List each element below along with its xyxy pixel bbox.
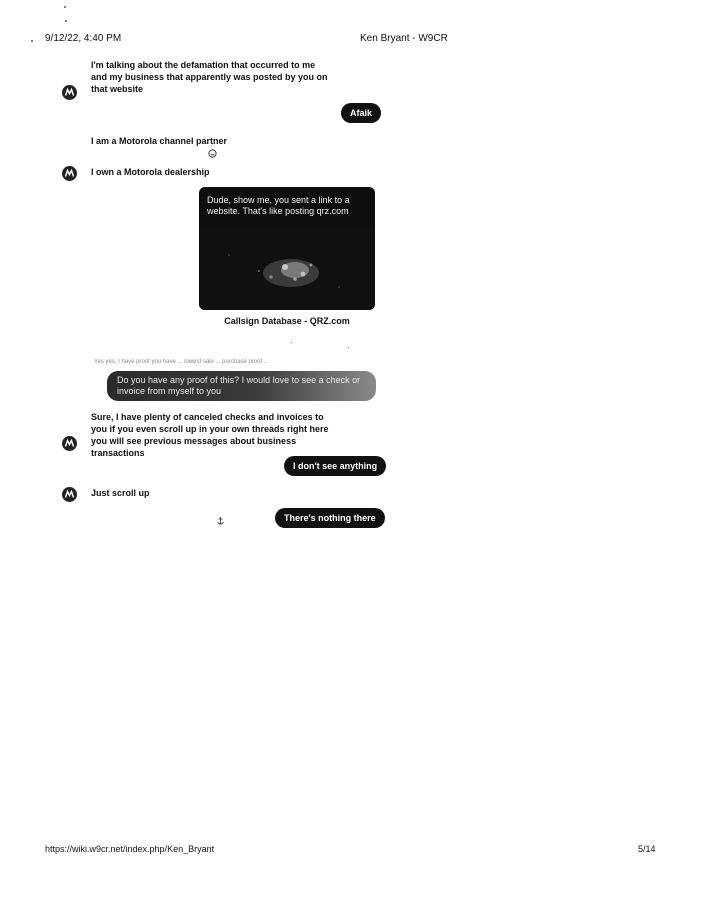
smiley-reaction-icon — [208, 145, 217, 154]
quoted-reply-bubble: Do you have any proof of this? I would love to see a check or invoice from myself to you — [107, 371, 376, 401]
motorola-logo-icon[interactable] — [62, 85, 77, 100]
incoming-message: Just scroll up — [91, 488, 150, 498]
reply-reference-text: Yes yes, I have proof you have ... lowest sale ... purchase proof ... — [94, 359, 269, 365]
incoming-message: I am a Motorola channel partner — [91, 136, 228, 146]
incoming-message: I'm talking about the defamation that occurred to me and my business that apparently was posted by you on that website — [91, 60, 328, 94]
motorola-logo-icon[interactable] — [62, 487, 77, 502]
print-datetime: 9/12/22, 4:40 PM — [45, 33, 122, 44]
scan-speck — [65, 20, 67, 22]
anchor-icon — [216, 513, 225, 523]
incoming-message: Sure, I have plenty of canceled checks and invoices to you if you even scroll up in your own threads right here you will see previous messages about business transactions — [91, 412, 329, 458]
outgoing-message: I don't see anything — [284, 456, 386, 476]
print-title: Ken Bryant - W9CR — [360, 33, 448, 44]
motorola-logo-icon[interactable] — [62, 436, 77, 451]
shared-link-card[interactable] — [199, 187, 375, 310]
link-preview-image — [199, 227, 375, 310]
scan-speck — [31, 40, 33, 42]
outgoing-message: Afaik — [341, 103, 381, 123]
scan-speck — [348, 347, 349, 348]
scan-speck — [291, 342, 292, 343]
page-number: 5/14 — [638, 844, 656, 854]
shared-link-caption[interactable]: Callsign Database - QRZ.com — [224, 316, 350, 326]
scan-speck — [64, 6, 66, 8]
outgoing-message: There's nothing there — [275, 508, 385, 528]
shared-link-quote: Dude, show me, you sent a link to a website. That's like posting qrz.com — [207, 195, 350, 216]
print-url: https://wiki.w9cr.net/index.php/Ken_Bryant — [45, 844, 215, 854]
incoming-message: I own a Motorola dealership — [91, 167, 210, 177]
motorola-logo-icon[interactable] — [62, 166, 77, 181]
